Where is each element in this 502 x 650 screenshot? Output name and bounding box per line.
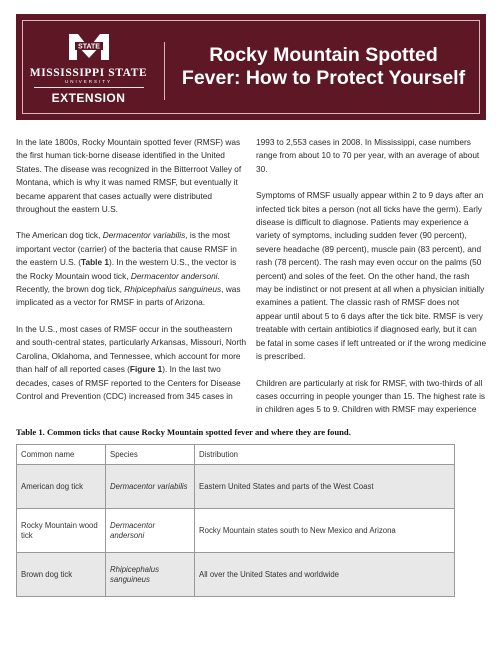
logo-extension: EXTENSION xyxy=(51,91,126,105)
body-paragraph xyxy=(256,377,487,417)
logo-university-name: MISSISSIPPI STATE xyxy=(29,67,148,79)
figure-reference: Table 1 xyxy=(81,257,110,268)
title-line-1: Rocky Mountain Spotted xyxy=(209,44,438,66)
body-paragraph xyxy=(16,229,247,309)
species-name: Rhipicephalus sanguineus xyxy=(110,564,159,584)
logo-university-sub: UNIVERSITY xyxy=(64,79,112,84)
species-name: Dermacentor variabilis xyxy=(102,230,186,241)
ticks-table xyxy=(16,444,455,597)
col-header-distribution: Distribution xyxy=(195,445,455,465)
paragraph-text: In the U.S., most cases of RMSF occur in the southeastern and south-central states, particularly Arkansas, Missouri, North Carolina, Oklahoma, and Tennessee, which account for more than half of all reported cases ( xyxy=(16,323,247,375)
paragraph-text: Children are particularly at risk for RMSF, with two-thirds of all cases occurring in people younger than 15. The highest rate is in children ages 5 to 9. Children with RMSF may experience xyxy=(256,377,486,415)
table-row xyxy=(17,553,455,597)
cell-distribution: Rocky Mountain states south to New Mexico and Arizona xyxy=(195,509,455,553)
col-header-species: Species xyxy=(106,445,195,465)
paragraph-text: Symptoms of RMSF usually appear within 2 to 9 days after an infected tick bites a person (not all ticks have the germ). Early disease is difficult to diagnose. Patients may experience a variety of symptoms, including sudden fever (90 percent), severe headache (89 percent), muscle pain (83 percent), and rash (78 percent). The rash may even occur on the palms (50 percent) and soles of the feet. On the other hand, the rash may be indistinct or not present at all when a physician initially examines a patient. The classic rash of RMSF does not appear until about 5 to 6 days after the tick bite. RMSF is very treatable with certain antibiotics if diagnosed early, but it can be fatal in some cases if left untreated or if the wrong medicine is prescribed. xyxy=(256,190,487,362)
cell-common-name: Rocky Mountain wood tick xyxy=(17,509,106,553)
cell-common-name: American dog tick xyxy=(17,465,106,509)
table-caption: Table 1. Common ticks that cause Rocky Mountain spotted fever and where they are found. xyxy=(16,427,351,437)
paragraph-text: 1993 to 2,553 cases in 2008. In Mississippi, case numbers range from about 10 to 70 per year, with an average of about 30. xyxy=(256,137,480,174)
cell-distribution: Eastern United States and parts of the West Coast xyxy=(195,465,455,509)
species-name: Dermacentor andersoni xyxy=(110,520,156,540)
paragraph-text: ). In the last two decades, cases of RMSF reported to the Centers for Disease Control and Prevention (CDC) increased from 345 cases in xyxy=(16,364,241,401)
msu-extension-logo xyxy=(26,30,151,105)
logo-rule xyxy=(34,87,144,88)
right-column xyxy=(256,136,487,430)
header-divider xyxy=(164,42,165,100)
table-row xyxy=(17,465,455,509)
body-paragraph xyxy=(256,136,487,176)
cell-species xyxy=(106,465,195,509)
paragraph-text: . Recently, the brown dog tick, xyxy=(16,270,220,295)
species-name: Rhipicephalus sanguineus xyxy=(124,284,222,295)
logo-mark-text: STATE xyxy=(77,43,100,51)
paragraph-text: , is the most important vector (carrier) of the bacteria that cause RMSF in the eastern U.S. ( xyxy=(16,230,237,268)
table-header-row xyxy=(17,445,455,465)
figure-reference: Figure 1 xyxy=(129,364,163,375)
body-paragraph xyxy=(16,136,247,216)
header-banner xyxy=(16,14,486,120)
cell-common-name: Brown dog tick xyxy=(17,553,106,597)
title-line-2: Fever: How to Protect Yourself xyxy=(181,67,466,89)
species-name: Dermacentor variabilis xyxy=(110,481,188,491)
table-row xyxy=(17,509,455,553)
page-title xyxy=(171,44,476,90)
species-name: Dermacentor andersoni xyxy=(130,270,218,281)
paragraph-text: ). In the western U.S., the vector is the Rocky Mountain wood tick, xyxy=(16,257,237,281)
paragraph-text: In the late 1800s, Rocky Mountain spotted fever (RMSF) was the first human tick-borne disease identified in the United States. The disease was recognized in the Bitterroot Valley of Montana, which is why it was named RMSF, but eventually it became apparent that cases actually were distributed throughout the eastern U.S. xyxy=(16,137,242,215)
body-paragraph xyxy=(16,323,247,403)
msu-m-icon xyxy=(66,30,112,64)
col-header-common-name: Common name xyxy=(17,445,106,465)
cell-species xyxy=(106,553,195,597)
paragraph-text: , was implicated as a vector for RMSF in parts of Arizona. xyxy=(16,284,241,308)
cell-species xyxy=(106,509,195,553)
body-paragraph xyxy=(256,189,487,363)
paragraph-text: The American dog tick, xyxy=(16,230,103,241)
left-column xyxy=(16,136,247,416)
cell-distribution: All over the United States and worldwide xyxy=(195,553,455,597)
